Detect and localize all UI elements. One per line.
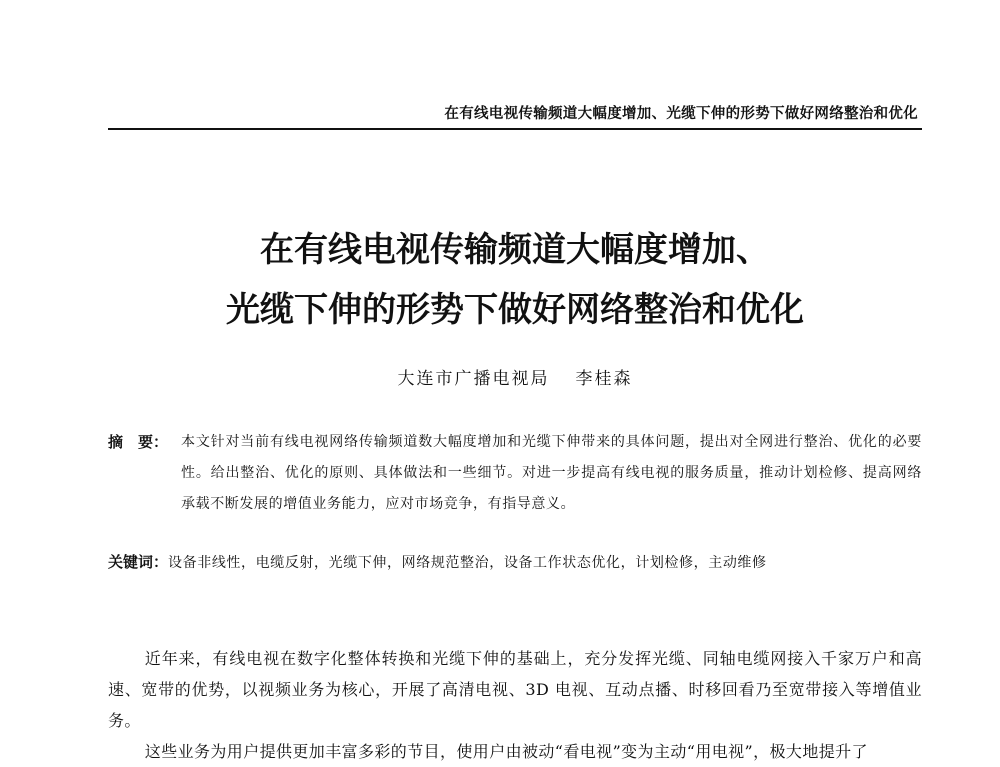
author-affiliation: 大连市广播电视局 bbox=[397, 369, 550, 389]
body-text bbox=[108, 643, 922, 767]
abstract-text: 本文针对当前有线电视网络传输频道数大幅度增加和光缆下伸带来的具体问题，提出对全网进行整治、优化的必要性。给出整治、优化的原则、具体做法和一些细节。对进一步提高有线电视的服务质量，推动计划检修、提高网络承载不断发展的增值业务能力，应对市场竞争，有指导意义。 bbox=[181, 434, 922, 512]
abstract bbox=[108, 427, 922, 520]
header-rule bbox=[108, 128, 922, 130]
abstract-label: 摘 要： bbox=[108, 433, 169, 451]
article-title bbox=[108, 220, 922, 340]
author-line bbox=[300, 364, 730, 389]
title-line-1: 在有线电视传输频道大幅度增加、 bbox=[260, 230, 770, 270]
keywords bbox=[108, 548, 922, 577]
body-paragraph: 这些业务为用户提供更加丰富多彩的节目，使用户由被动“看电视”变为主动“用电视”，极大地提升了 bbox=[144, 742, 868, 761]
keywords-label: 关键词： bbox=[108, 553, 169, 571]
author-name: 李桂森 bbox=[575, 369, 633, 389]
title-line-2: 光缆下伸的形势下做好网络整治和优化 bbox=[226, 290, 804, 330]
running-head: 在有线电视传输频道大幅度增加、光缆下伸的形势下做好网络整治和优化 bbox=[444, 106, 918, 122]
keywords-text: 设备非线性，电缆反射，光缆下伸，网络规范整治，设备工作状态优化，计划检修，主动维修 bbox=[168, 555, 767, 571]
body-paragraph: 近年来，有线电视在数字化整体转换和光缆下伸的基础上，充分发挥光缆、同轴电缆网接入千家万户和高速、宽带的优势，以视频业务为核心，开展了高清电视、3D 电视、互动点播、时移回看乃至宽带接入等增值业务。 bbox=[108, 649, 922, 730]
